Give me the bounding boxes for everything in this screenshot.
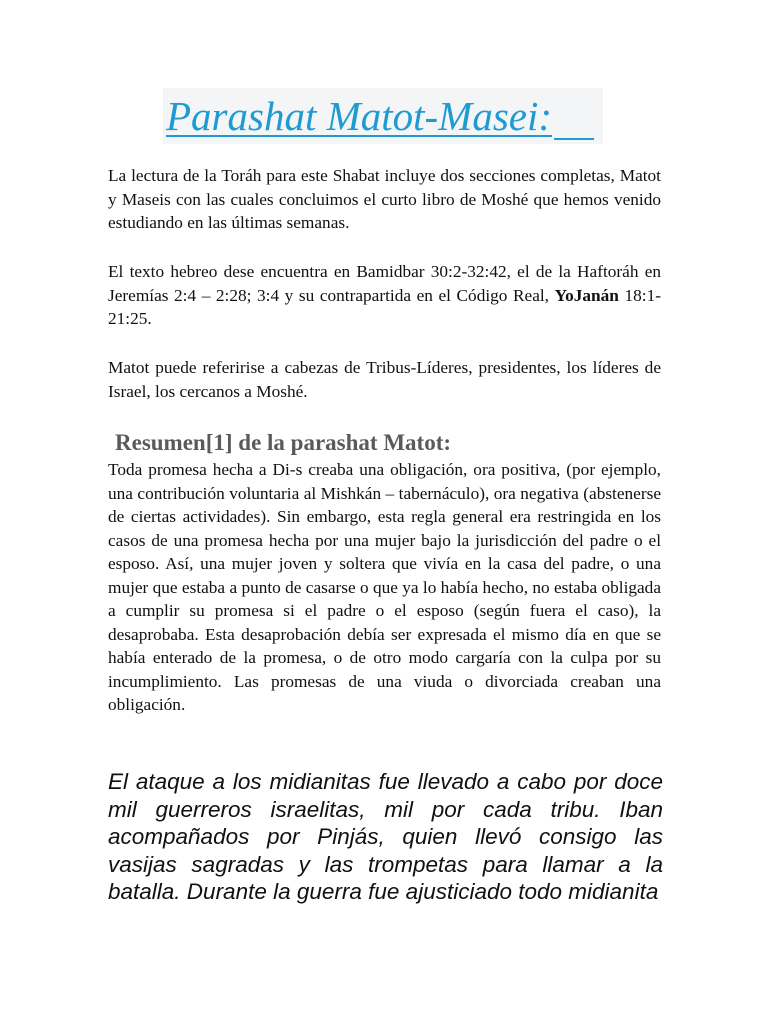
title-text: Parashat Matot-Masei (166, 93, 539, 139)
yojanan-bold: YoJanán (554, 285, 619, 305)
hebrew-text-before: El texto hebreo dese encuentra en Bamidbar 30:2-32:42, el de la Haftoráh en Jeremías 2:4 – 2:28; 3:4 y su contrapartida en el Código Real, (108, 262, 661, 305)
section-heading: Resumen[1] de la parashat Matot: (115, 430, 452, 455)
resumen-paragraph: Toda promesa hecha a Di-s creaba una obligación, ora positiva, (por ejemplo, una contribución voluntaria al Mishkán – tabernáculo), ora negativa (abstenerse de ciertas actividades). Sin embargo, esta regla general era restringida en los casos de una promesa hecha por una mujer bajo la jurisdicción del padre o el esposo. Así, una mujer joven y soltera que vivía en la casa del padre, o una mujer que estaba a punto de casarse o que ya lo había hecho, no estaba obligada a cumplir su promesa si el padre o el esposo (según fuera el caso), la desaprobaba. Esta desaprobación debía ser expresada el mismo día en que se había enterado de la promesa, o de otro modo cargaría con la culpa por su incumplimiento. Las promesas de una viuda o divorciada creaban una obligación. (108, 460, 661, 714)
matot-paragraph: Matot puede referirise a cabezas de Tribus-Líderes, presidentes, los líderes de Israel, los cercanos a Moshé. (108, 358, 661, 401)
hebrew-text-after: 18:1-21:25. (108, 285, 661, 328)
document-title (166, 92, 594, 140)
title-suffix: : (538, 93, 553, 139)
ataque-paragraph: El ataque a los midianitas fue llevado a cabo por doce mil guerreros israelitas, mil por cada tribu. Iban acompañados por Pinjás, quien llevó consigo las vasijas sagradas y las trompetas para llamar a la batalla. Durante la guerra fue ajusticiado todo midianita (108, 769, 663, 904)
title-underline-trail (554, 94, 594, 140)
intro-paragraph: La lectura de la Toráh para este Shabat incluye dos secciones completas, Matot y Maseis con las cuales concluimos el curto libro de Moshé que hemos venido estudiando en las últimas semanas. (108, 166, 661, 232)
hebrew-text-paragraph (108, 260, 661, 331)
